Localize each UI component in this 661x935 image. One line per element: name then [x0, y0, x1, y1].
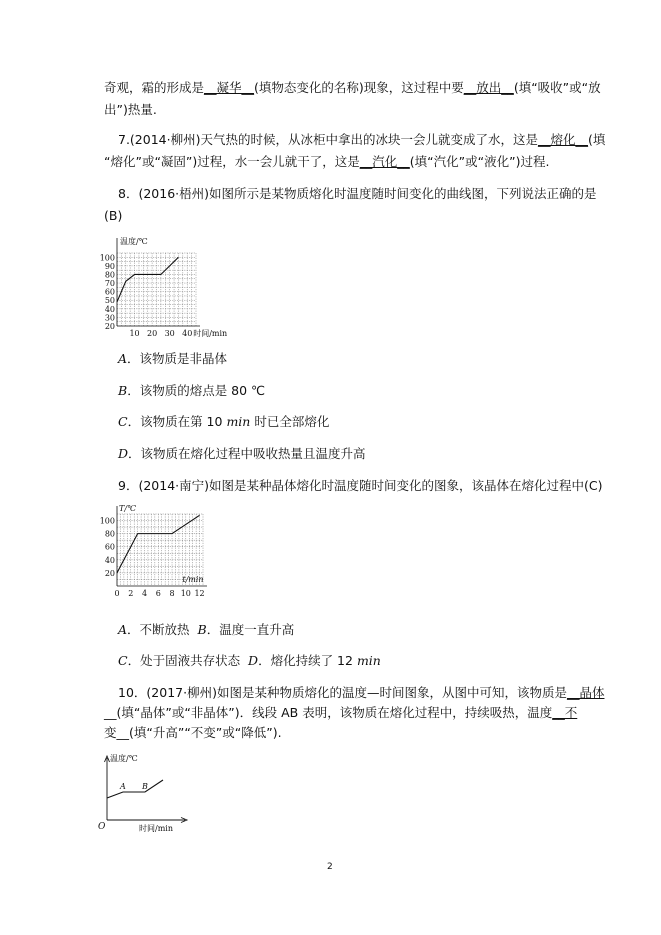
q6-line-1 — [104, 80, 601, 96]
q7-text-a: 7.(2014·柳州)天气热的时候，从冰柜中拿出的冰块一会儿就变成了水，这是 — [118, 132, 538, 147]
q7-answer-2: __汽化__ — [359, 154, 410, 169]
q8-option-d-text: ．该物质在熔化过程中吸收热量且温度升高 — [128, 446, 366, 461]
q8-option-c-text-b: 时已全部熔化 — [250, 414, 330, 429]
series-line — [107, 780, 163, 798]
q8-option-c-text-a: ．该物质在第 10 — [127, 414, 227, 429]
point-label-a: A — [120, 782, 126, 791]
y-tick-label: 80 — [104, 529, 115, 539]
q8-option-a-letter: A — [118, 351, 128, 366]
q6-answer-2: __放出__ — [463, 80, 514, 95]
q8-option-b-letter: B — [118, 383, 128, 398]
q7-line-2 — [104, 154, 549, 170]
page-number: 2 — [327, 862, 333, 872]
q9-option-d-text: ．熔化持续了 12 — [258, 653, 357, 668]
q7-text-d: (填“汽化”或“液化”)过程. — [409, 154, 550, 169]
y-tick-label: 80 — [104, 270, 115, 280]
x-tick-label: 10 — [180, 589, 191, 598]
q8-option-a-text: ．该物质是非晶体 — [127, 351, 228, 366]
x-axis-label: 时间/min — [139, 824, 173, 833]
melting-curve-chart-2 — [100, 500, 210, 610]
q9-option-c-letter: C — [118, 653, 128, 668]
q8-option-d — [118, 446, 366, 462]
x-tick-label: 12 — [194, 589, 205, 598]
q10-answer-2: __不 — [552, 705, 578, 720]
y-tick-label: 50 — [104, 296, 115, 306]
q9-option-c-text: ．处于固液共存状态 — [127, 653, 241, 668]
q8-option-d-letter: D — [118, 446, 129, 461]
x-tick-label: 4 — [141, 589, 148, 598]
q8-line-1: 8．(2016·梧州)如图所示是某物质熔化时温度随时间变化的曲线图，下列说法正确的是 — [118, 186, 597, 201]
q7-text-b: (填 — [587, 132, 606, 147]
x-tick-label: 2 — [128, 589, 134, 598]
q6-answer-1: __凝华__ — [204, 80, 255, 95]
q10-answer-1: __晶体 — [566, 685, 605, 700]
q8-option-b — [118, 383, 265, 399]
y-tick-label: 20 — [104, 322, 115, 331]
q8-option-a — [118, 351, 227, 367]
q10-line-2 — [104, 705, 577, 721]
y-tick-label: 90 — [104, 261, 115, 271]
point-label-b: B — [142, 782, 148, 791]
q7-line-1 — [118, 132, 605, 148]
x-tick-label: 0 — [114, 589, 120, 598]
q6-text-a: 奇观，霜的形成是 — [104, 80, 205, 95]
q6-line-2: 出”)热量. — [104, 102, 157, 117]
x-tick-label: 10 — [129, 329, 140, 338]
y-tick-label: 60 — [104, 287, 115, 297]
origin-label: O — [98, 822, 106, 832]
x-tick-label: 30 — [164, 329, 175, 338]
q9-option-b-letter: B — [197, 622, 207, 637]
x-tick-label: 6 — [155, 589, 161, 598]
q10-text-b: __(填“晶体”或“非晶体”)．线段 AB 表明，该物质在熔化过程中，持续吸热，温度 — [104, 705, 553, 720]
x-tick-label: 40 — [182, 329, 193, 338]
q6-text-c: (填“吸收”或“放 — [513, 80, 601, 95]
q8-option-c-letter: C — [118, 414, 128, 429]
y-axis-label: T/℃ — [119, 504, 136, 513]
q9-line-1: 9．(2014·南宁)如图是某种晶体熔化时温度随时间变化的图象，该晶体在熔化过程中(C) — [118, 478, 603, 493]
q7-text-c: “熔化”或“凝固”)过程，水一会儿就干了，这是 — [104, 154, 360, 169]
q9-option-a-letter: A — [118, 622, 128, 637]
q9-option-d-unit: min — [356, 653, 381, 668]
q7-answer-1: __熔化__ — [537, 132, 588, 147]
q9-option-ab — [118, 622, 294, 638]
y-tick-label: 100 — [99, 516, 115, 526]
x-tick-label: 20 — [147, 329, 158, 338]
q9-option-cd — [118, 653, 381, 669]
x-tick-label: 8 — [169, 589, 175, 598]
y-tick-label: 40 — [104, 555, 115, 565]
q8-option-c-unit: min — [226, 414, 251, 429]
q9-option-b-text: ．温度一直升高 — [206, 622, 295, 637]
q10-line-3: 变__(填“升高”“不变”或“降低”). — [104, 725, 282, 740]
melting-curve-chart-3 — [95, 752, 195, 842]
melting-curve-chart-1 — [99, 228, 228, 343]
q10-text-a: 10．(2017·柳州)如图是某种物质熔化的温度—时间图象，从图中可知，该物质是 — [118, 685, 567, 700]
q10-line-1 — [118, 685, 604, 701]
y-tick-label: 100 — [99, 253, 115, 263]
x-axis-label: 时间/min — [193, 329, 228, 338]
y-axis-label: 温度/℃ — [110, 754, 138, 763]
y-tick-label: 60 — [104, 542, 115, 552]
y-tick-label: 20 — [104, 568, 115, 578]
x-axis-label: t/min — [182, 575, 204, 584]
q9-option-a-text: ．不断放热 — [127, 622, 190, 637]
y-tick-label: 30 — [104, 313, 115, 323]
q6-text-b: (填物态变化的名称)现象，这过程中要 — [254, 80, 464, 95]
y-tick-label: 40 — [104, 304, 115, 314]
y-tick-label: 70 — [104, 279, 115, 289]
q9-option-d-letter: D — [248, 653, 259, 668]
y-axis-label: 温度/℃ — [120, 237, 148, 246]
q8-line-2: (B) — [104, 208, 123, 223]
q8-option-b-text: ．该物质的熔点是 80 ℃ — [127, 383, 266, 398]
q8-option-c — [118, 414, 329, 430]
